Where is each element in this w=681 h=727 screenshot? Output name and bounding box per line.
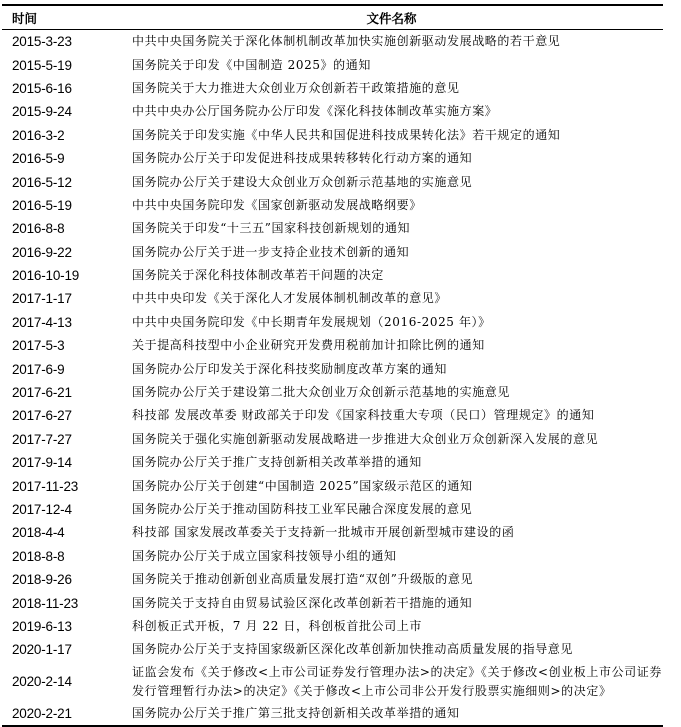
row-document-title: 国务院关于支持自由贸易试验区深化改革创新若干措施的通知 bbox=[132, 595, 473, 610]
row-date: 2017-6-21 bbox=[12, 385, 72, 401]
row-date: 2020-1-17 bbox=[12, 642, 72, 658]
table-row bbox=[2, 474, 663, 497]
row-date: 2015-6-16 bbox=[12, 80, 72, 96]
table-row bbox=[2, 638, 663, 661]
row-document-title: 科技部 发展改革委 财政部关于印发《国家科技重大专项（民口）管理规定》的通知 bbox=[132, 408, 595, 423]
table-row bbox=[2, 217, 663, 240]
row-document-title: 国务院关于印发“十三五”国家科技创新规划的通知 bbox=[132, 221, 411, 236]
table-row bbox=[2, 264, 663, 287]
row-date: 2016-8-8 bbox=[12, 221, 65, 237]
row-date: 2015-3-23 bbox=[12, 34, 72, 50]
row-document-title: 中共中央国务院关于深化体制机制改革加快实施创新驱动发展战略的若干意见 bbox=[132, 34, 561, 49]
table-row bbox=[2, 568, 663, 591]
table-row bbox=[2, 124, 663, 147]
row-document-title: 科技部 国家发展改革委关于支持新一批城市开展创新型城市建设的函 bbox=[132, 525, 515, 540]
row-date: 2016-5-12 bbox=[12, 174, 72, 190]
row-document-title: 国务院办公厅关于印发促进科技成果转移转化行动方案的通知 bbox=[132, 151, 473, 166]
row-document-title: 中共中央印发《关于深化人才发展体制机制改革的意见》 bbox=[132, 291, 448, 306]
table-row bbox=[2, 381, 663, 404]
table-row bbox=[2, 357, 663, 380]
row-document-title: 国务院办公厅关于进一步支持企业技术创新的通知 bbox=[132, 244, 410, 259]
row-document-title: 国务院办公厅关于创建“中国制造 2025”国家级示范区的通知 bbox=[132, 478, 473, 493]
table-row bbox=[2, 147, 663, 170]
column-header-title: 文件名称 bbox=[366, 10, 417, 26]
row-date: 2017-7-27 bbox=[12, 431, 72, 447]
table-row bbox=[2, 53, 663, 76]
row-date: 2019-6-13 bbox=[12, 618, 72, 634]
row-date: 2020-2-14 bbox=[12, 674, 72, 690]
row-date: 2016-9-22 bbox=[12, 244, 72, 260]
row-document-title: 国务院关于印发《中国制造 2025》的通知 bbox=[132, 57, 371, 72]
row-document-title: 国务院办公厅关于推广第三批支持创新相关改革举措的通知 bbox=[132, 705, 460, 720]
table-row bbox=[2, 545, 663, 568]
row-document-title: 科创板正式开板，7 月 22 日，科创板首批公司上市 bbox=[132, 618, 422, 633]
row-document-title: 中共中央国务院印发《国家创新驱动发展战略纲要》 bbox=[132, 197, 422, 212]
table-row bbox=[2, 615, 663, 638]
row-date: 2017-6-27 bbox=[12, 408, 72, 424]
header-row bbox=[2, 5, 663, 30]
table-row bbox=[2, 591, 663, 614]
row-date: 2020-2-21 bbox=[12, 705, 72, 721]
row-date: 2016-3-2 bbox=[12, 127, 65, 143]
row-document-title: 国务院关于深化科技体制改革若干问题的决定 bbox=[132, 268, 385, 283]
row-date: 2016-10-19 bbox=[12, 268, 80, 284]
row-document-title: 国务院办公厅印发关于深化科技奖励制度改革方案的通知 bbox=[132, 361, 448, 376]
table-row bbox=[2, 241, 663, 264]
row-date: 2015-5-19 bbox=[12, 57, 72, 73]
table-row bbox=[2, 334, 663, 357]
row-date: 2015-9-24 bbox=[12, 104, 72, 120]
row-date: 2017-11-23 bbox=[12, 478, 79, 494]
row-date: 2018-9-26 bbox=[12, 572, 72, 588]
row-document-title: 国务院办公厅关于建设大众创业万众创新示范基地的实施意见 bbox=[132, 174, 473, 189]
row-date: 2018-8-8 bbox=[12, 548, 65, 564]
row-date: 2017-4-13 bbox=[12, 314, 72, 330]
table-row bbox=[2, 311, 663, 334]
row-document-title: 国务院办公厅关于建设第二批大众创业万众创新示范基地的实施意见 bbox=[132, 385, 511, 400]
row-date: 2017-1-17 bbox=[12, 291, 72, 307]
table-row bbox=[2, 451, 663, 474]
row-document-title: 中共中央办公厅国务院办公厅印发《深化科技体制改革实施方案》 bbox=[132, 104, 498, 119]
row-document-title: 国务院关于印发实施《中华人民共和国促进科技成果转化法》若干规定的通知 bbox=[132, 127, 561, 142]
table-header bbox=[2, 5, 663, 30]
policy-table-container bbox=[2, 4, 663, 727]
table-row bbox=[2, 100, 663, 123]
row-document-title: 国务院办公厅关于推广支持创新相关改革举措的通知 bbox=[132, 455, 422, 470]
table-row bbox=[2, 498, 663, 521]
row-document-title: 国务院办公厅关于推动国防科技工业军民融合深度发展的意见 bbox=[132, 502, 473, 516]
row-document-title: 国务院关于大力推进大众创业万众创新若干政策措施的意见 bbox=[132, 80, 460, 95]
row-date: 2018-11-23 bbox=[12, 595, 79, 611]
table-row bbox=[2, 30, 663, 54]
row-date: 2016-5-19 bbox=[12, 197, 72, 213]
table-row bbox=[2, 521, 663, 544]
table-row bbox=[2, 428, 663, 451]
table-row bbox=[2, 287, 663, 310]
row-date: 2018-4-4 bbox=[12, 525, 65, 541]
table-row bbox=[2, 702, 663, 726]
row-document-title: 国务院关于推动创新创业高质量发展打造“双创”升级版的意见 bbox=[132, 572, 474, 587]
row-date: 2017-5-3 bbox=[12, 338, 65, 354]
row-date: 2017-9-14 bbox=[12, 455, 72, 471]
row-date: 2017-6-9 bbox=[12, 361, 65, 377]
row-date: 2016-5-9 bbox=[12, 151, 65, 167]
table-row bbox=[2, 662, 663, 702]
row-document-title: 国务院办公厅关于支持国家级新区深化改革创新加快推动高质量发展的指导意见 bbox=[132, 642, 574, 657]
table-row bbox=[2, 170, 663, 193]
row-date: 2017-12-4 bbox=[12, 502, 72, 517]
table-row bbox=[2, 404, 663, 427]
table-body bbox=[2, 30, 663, 726]
table-row bbox=[2, 77, 663, 100]
row-document-title: 关于提高科技型中小企业研究开发费用税前加计扣除比例的通知 bbox=[132, 338, 485, 353]
row-document-title: 中共中央国务院印发《中长期青年发展规划（2016-2025 年）》 bbox=[132, 314, 491, 329]
table-row bbox=[2, 194, 663, 217]
row-document-title: 国务院办公厅关于成立国家科技领导小组的通知 bbox=[132, 548, 397, 563]
row-document-title: 证监会发布《关于修改<上市公司证券发行管理办法>的决定》《关于修改<创业板上市公司证券发行管理暂行办法>的决定》《关于修改<上市公司非公开发行股票实施细则>的决定》 bbox=[132, 664, 662, 698]
column-header-date: 时间 bbox=[12, 10, 38, 26]
row-document-title: 国务院关于强化实施创新驱动发展战略进一步推进大众创业万众创新深入发展的意见 bbox=[132, 431, 599, 446]
policy-table bbox=[2, 4, 663, 727]
